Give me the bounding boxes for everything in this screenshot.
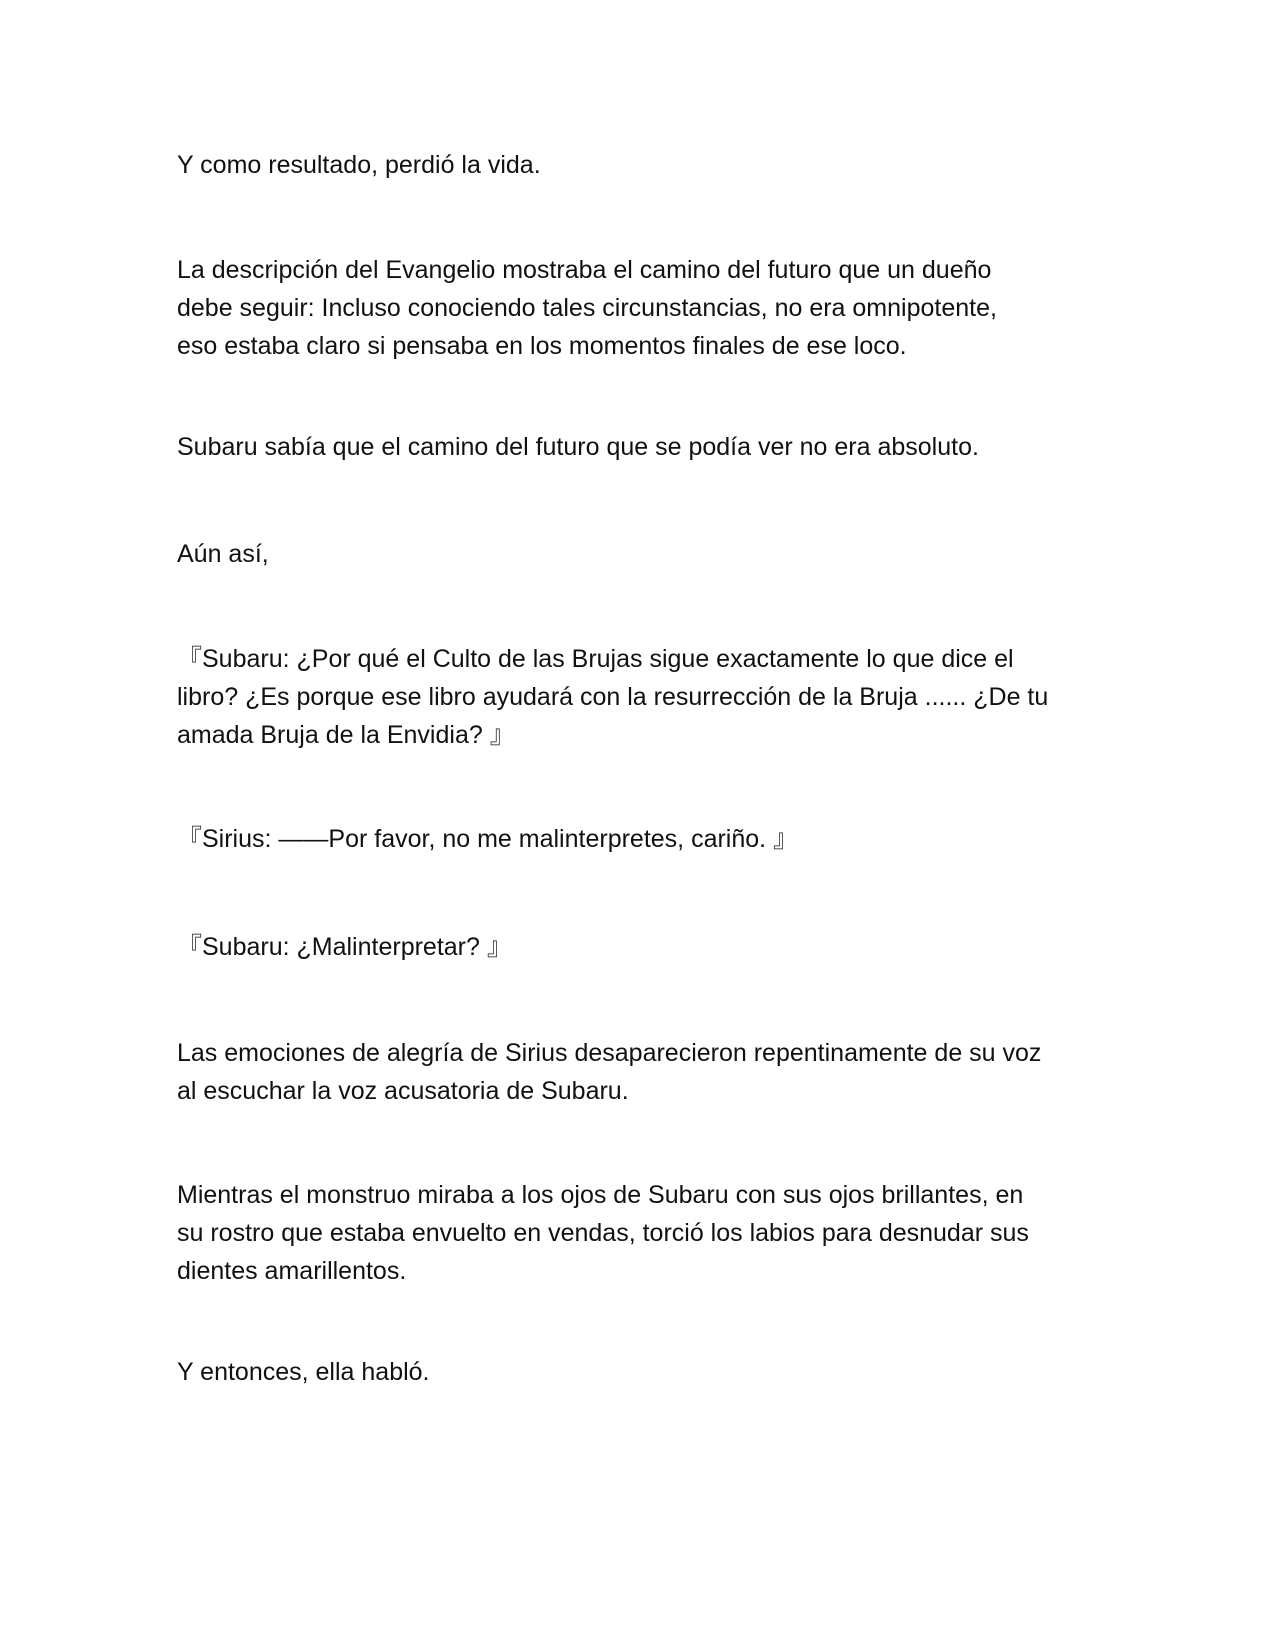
text-line: Subaru sabía que el camino del futuro que se podía ver no era absoluto.: [177, 433, 979, 461]
text-line: Las emociones de alegría de Sirius desaparecieron repentinamente de su voz: [177, 1039, 1042, 1067]
text-line: 『Sirius: ——Por favor, no me malinterpretes, cariño. 』: [177, 825, 799, 853]
text-line: su rostro que estaba envuelto en vendas, torció los labios para desnudar sus: [177, 1219, 1029, 1247]
text-line: Y como resultado, perdió la vida.: [177, 151, 541, 179]
text-line: dientes amarillentos.: [177, 1257, 407, 1285]
paragraph-9: [177, 1176, 1107, 1290]
paragraph-8: [177, 1034, 1107, 1110]
text-line: 『Subaru: ¿Malinterpretar? 』: [177, 933, 512, 961]
paragraph-2: [177, 251, 1107, 365]
text-line: amada Bruja de la Envidia? 』: [177, 721, 515, 749]
text-line: libro? ¿Es porque ese libro ayudará con la resurrección de la Bruja ...... ¿De tu: [177, 683, 1049, 711]
text-line: al escuchar la voz acusatoria de Subaru.: [177, 1077, 629, 1105]
text-line: Aún así,: [177, 540, 269, 568]
text-line: Mientras el monstruo miraba a los ojos de Subaru con sus ojos brillantes, en: [177, 1181, 1024, 1209]
dialogue-sirius: [177, 820, 1107, 858]
text-line: Y entonces, ella habló.: [177, 1358, 430, 1386]
text-line: eso estaba claro si pensaba en los momentos finales de ese loco.: [177, 332, 907, 360]
paragraph-10: [177, 1353, 1107, 1391]
text-line: debe seguir: Incluso conociendo tales circunstancias, no era omnipotente,: [177, 294, 997, 322]
paragraph-4: [177, 535, 1107, 573]
paragraph-1: [177, 146, 1107, 184]
dialogue-subaru-1: [177, 640, 1107, 754]
text-line: La descripción del Evangelio mostraba el camino del futuro que un dueño: [177, 256, 992, 284]
dialogue-subaru-2: [177, 928, 1107, 966]
paragraph-3: [177, 428, 1107, 466]
text-line: 『Subaru: ¿Por qué el Culto de las Brujas sigue exactamente lo que dice el: [177, 645, 1014, 673]
